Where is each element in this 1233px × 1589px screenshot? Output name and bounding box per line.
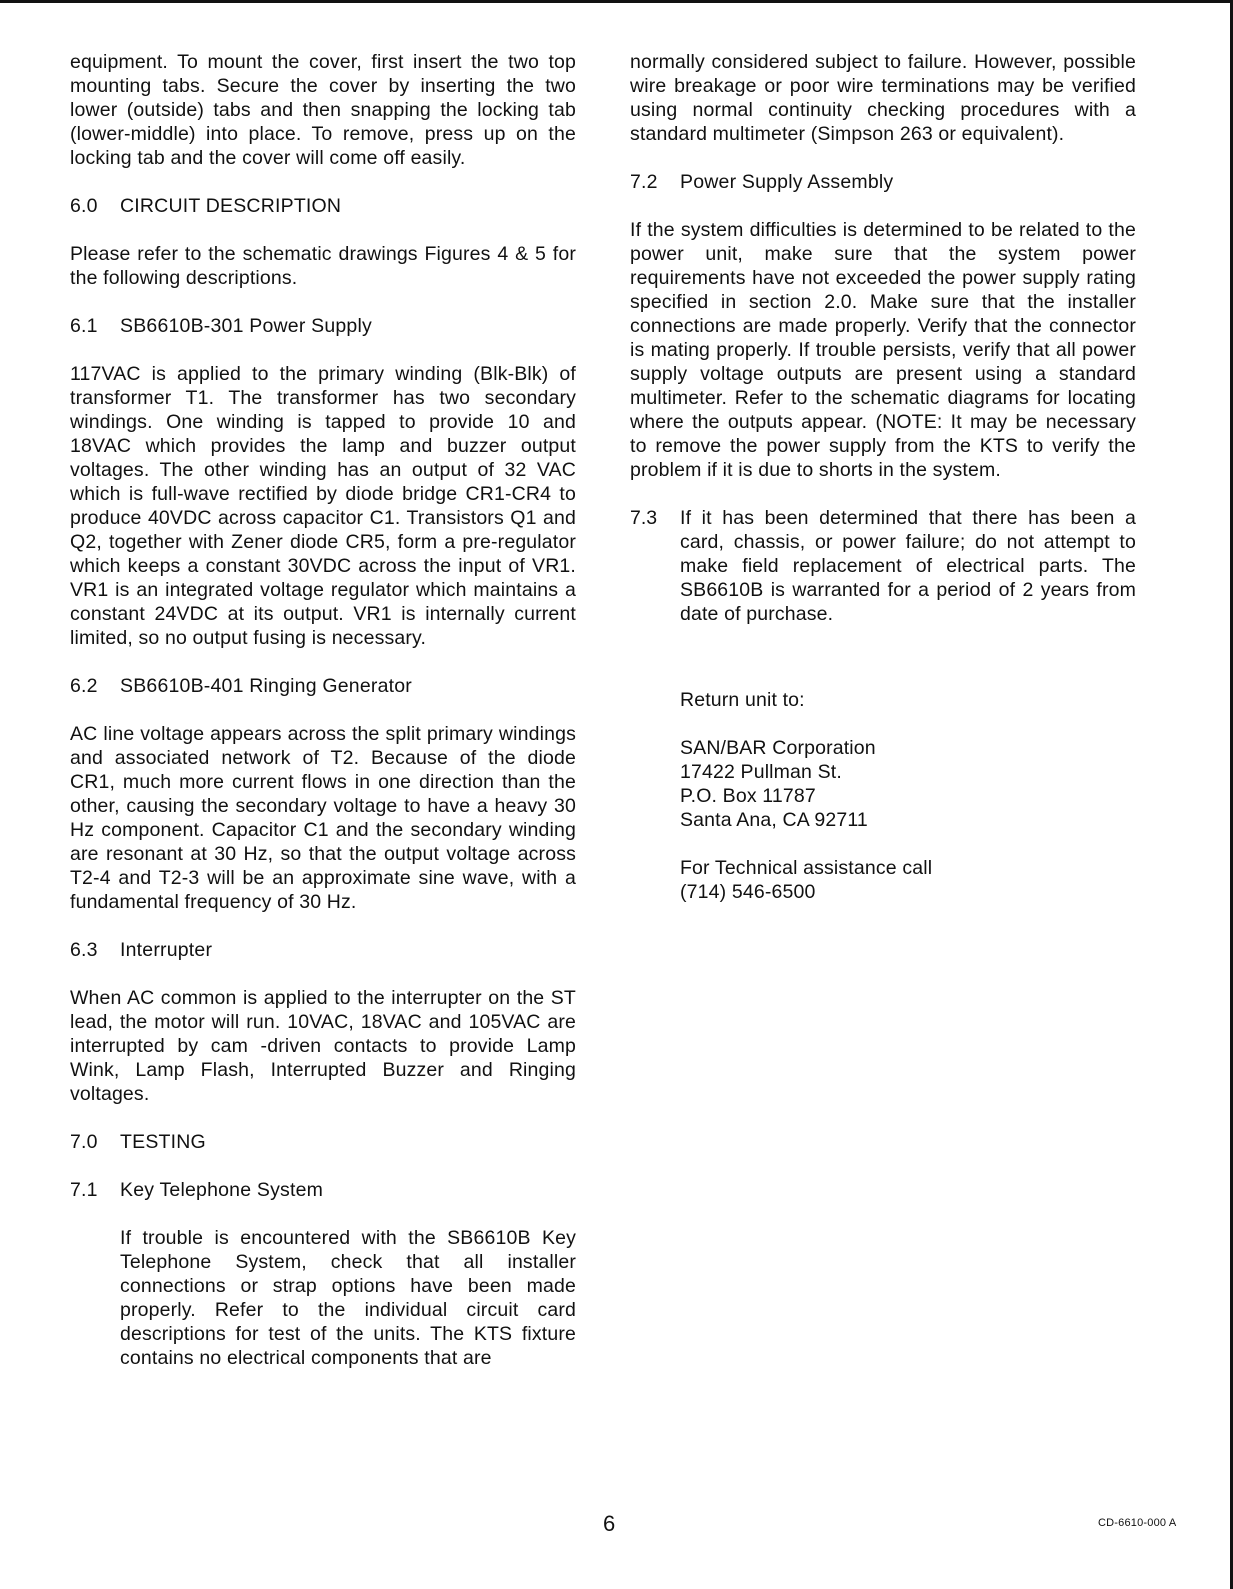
section-7-2-body: If the system difficulties is determined to be related to the power unit, make sure that the system power requirements have not exceeded the power supply rating specified in section 2.0. Make sure that the installer connections are made properly. Verify that the connector is mating properly. If trouble persists, verify that all power supply voltage outputs are present using a standard multimeter. Refer to the schematic diagrams for locating where the outputs appear. (NOTE: It may be necessary to remove the power supply from the KTS to verify the problem if it is due to shorts in the system. bbox=[630, 219, 1136, 481]
section-title: TESTING bbox=[120, 1131, 206, 1153]
section-7-0-heading bbox=[70, 1130, 576, 1154]
section-7-1-heading bbox=[70, 1178, 576, 1202]
section-title: Key Telephone System bbox=[120, 1179, 324, 1201]
address-line: Santa Ana, CA 92711 bbox=[680, 809, 868, 831]
section-6-1-body: 117VAC is applied to the primary winding (Blk-Blk) of transformer T1. The transformer has two secondary windings. One winding is tapped to provide 10 and 18VAC which provides the lamp and buzzer output voltages. The other winding has an output of 32 VAC which is full-wave rectified by diode bridge CR1-CR4 to produce 40VDC across capacitor C1. Transistors Q1 and Q2, together with Zener diode CR5, form a pre-regulator which keeps a constant 30VDC across the input of VR1. VR1 is an integrated voltage regulator which maintains a constant 24VDC at its output. VR1 is internally current limited, so no output fusing is necessary. bbox=[70, 363, 576, 649]
section-7-3-body: If it has been determined that there has been a card, chassis, or power failure; do not attempt to make field replacement of electrical parts. The SB6610B is warranted for a period of 2 years from date of purchase. bbox=[680, 507, 1136, 625]
intro-paragraph: equipment. To mount the cover, first insert the two top mounting tabs. Secure the cover by inserting the two lower (outside) tabs and then snapping the locking tab (lower-middle) into place. To remove, press up on the locking tab and the cover will come off easily. bbox=[70, 51, 576, 169]
section-7-1-body: If trouble is encountered with the SB6610B Key Telephone System, check that all installer connections or strap options have been made properly. Refer to the individual circuit card descriptions for test of the units. The KTS fixture contains no electrical components that are bbox=[120, 1227, 576, 1369]
section-7-3 bbox=[630, 506, 1136, 626]
section-6-2-heading bbox=[70, 674, 576, 698]
tech-assistance-phone: (714) 546-6500 bbox=[680, 881, 816, 903]
section-6-3-body: When AC common is applied to the interrupter on the ST lead, the motor will run. 10VAC, 18VAC and 105VAC are interrupted by cam -driven contacts to provide Lamp Wink, Lamp Flash, Interrupted Buzzer and Ringing voltages. bbox=[70, 987, 576, 1105]
page-number: 6 bbox=[603, 1511, 616, 1536]
continued-paragraph: normally considered subject to failure. However, possible wire breakage or poor wire terminations may be verified using normal continuity checking procedures with a standard multimeter (Simpson 263 or equivalent). bbox=[630, 51, 1136, 145]
section-number: 6.1 bbox=[70, 315, 98, 337]
section-6-2-body: AC line voltage appears across the split primary windings and associated network of T2. Because of the diode CR1, much more current flows in one direction than the other, causing the secondary voltage to have a heavy 30 Hz component. Capacitor C1 and the secondary winding are resonant at 30 Hz, so that the output voltage across T2-4 and T2-3 will be an approximate sine wave, with a fundamental frequency of 30 Hz. bbox=[70, 723, 576, 913]
section-7-2-heading bbox=[630, 170, 1136, 194]
section-title: Interrupter bbox=[120, 939, 213, 961]
section-number: 7.3 bbox=[630, 507, 658, 529]
left-column bbox=[70, 50, 576, 1370]
return-block bbox=[680, 688, 1136, 904]
section-title: Power Supply Assembly bbox=[680, 171, 894, 193]
section-number: 7.2 bbox=[630, 171, 658, 193]
section-number: 7.1 bbox=[70, 1179, 98, 1201]
document-code: CD-6610-000 A bbox=[1098, 1517, 1177, 1529]
section-6-3-heading bbox=[70, 938, 576, 962]
section-6-0-heading bbox=[70, 194, 576, 218]
section-6-1-heading bbox=[70, 314, 576, 338]
section-number: 7.0 bbox=[70, 1131, 98, 1153]
address-line: P.O. Box 11787 bbox=[680, 785, 816, 807]
section-title: SB6610B-401 Ringing Generator bbox=[120, 675, 412, 697]
return-label: Return unit to: bbox=[680, 689, 805, 711]
right-column bbox=[630, 50, 1136, 904]
address-line: SAN/BAR Corporation bbox=[680, 737, 876, 759]
section-title: CIRCUIT DESCRIPTION bbox=[120, 195, 342, 217]
tech-assistance-label: For Technical assistance call bbox=[680, 857, 933, 879]
section-number: 6.2 bbox=[70, 675, 98, 697]
section-number: 6.0 bbox=[70, 195, 98, 217]
top-border-rule bbox=[0, 0, 1233, 3]
section-6-0-body: Please refer to the schematic drawings Figures 4 & 5 for the following descriptions. bbox=[70, 243, 576, 289]
section-number: 6.3 bbox=[70, 939, 98, 961]
address-line: 17422 Pullman St. bbox=[680, 761, 842, 783]
section-title: SB6610B-301 Power Supply bbox=[120, 315, 372, 337]
